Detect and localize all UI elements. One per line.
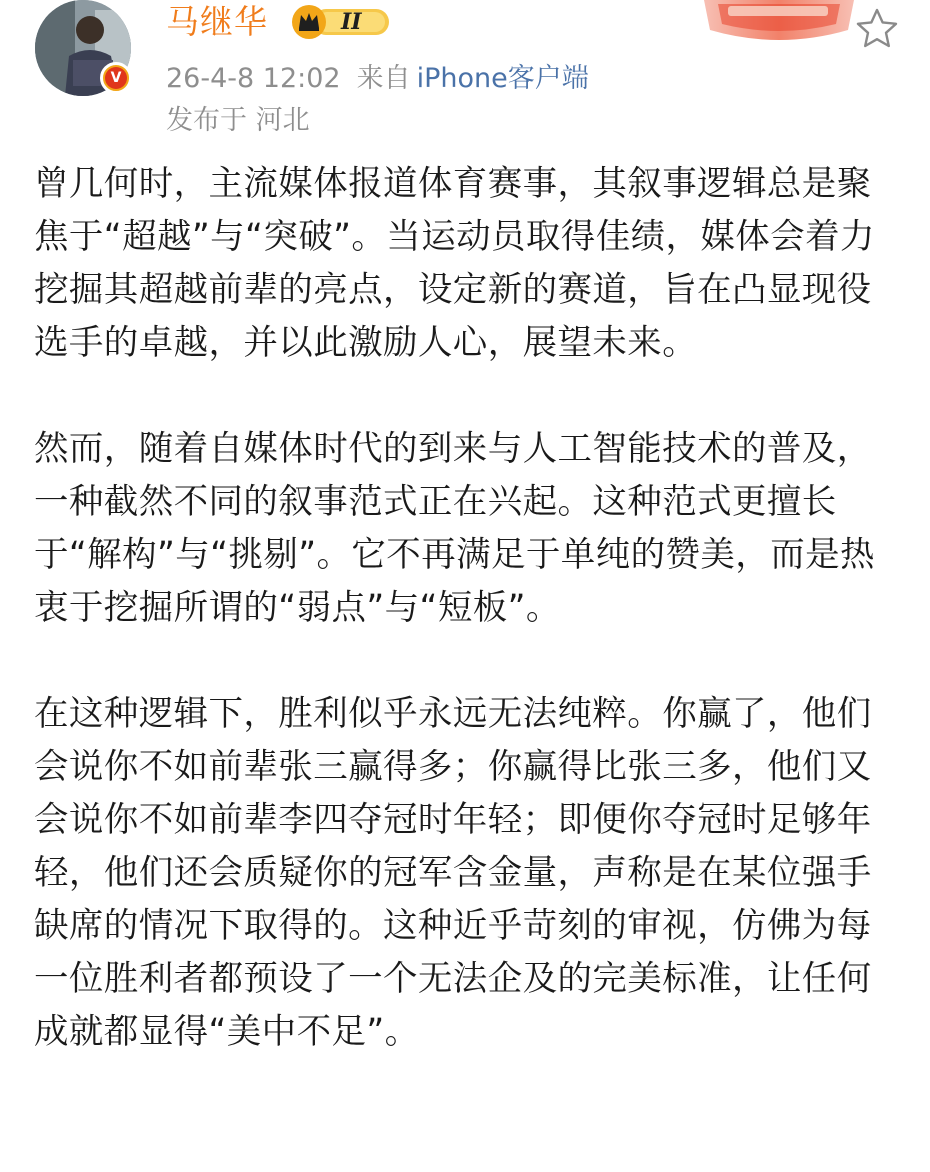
paragraph-spacer: [34, 370, 900, 423]
post-date: 26-4-8 12:02: [166, 63, 341, 94]
post-meta: [166, 62, 589, 96]
vip-level-label: II: [341, 9, 362, 35]
paragraph-spacer: [34, 635, 900, 688]
post-paragraph-3: 在这种逻辑下，胜利似乎永远无法纯粹。你赢了，他们会说你不如前辈张三赢得多；你赢得比张三多，他们又会说你不如前辈李四夺冠时年轻；即便你夺冠时足够年轻，他们还会质疑你的冠军含金量，声称是在某位强手缺席的情况下取得的。这种近乎苛刻的审视，仿佛为每一位胜利者都预设了一个无法企及的完美标准，让任何成就都显得“美中不足”。: [34, 694, 872, 1052]
post-header: [0, 0, 930, 145]
post-location: 发布于 河北: [166, 105, 310, 136]
post-paragraph-1: 曾几何时，主流媒体报道体育赛事，其叙事逻辑总是聚焦于“超越”与“突破”。当运动员取得佳绩，媒体会着力挖掘其超越前辈的亮点，设定新的赛道，旨在凸显现役选手的卓越，并以此激励人心，展望未来。: [34, 164, 875, 363]
source-prefix: 来自: [356, 63, 411, 94]
post-body: [34, 158, 900, 1059]
favorite-star-button[interactable]: [854, 6, 900, 52]
username[interactable]: 马继华: [166, 2, 268, 41]
vip-crown-badge[interactable]: [291, 4, 391, 40]
promo-banner[interactable]: [698, 0, 860, 48]
star-icon: [854, 6, 900, 52]
verified-mark: V: [105, 67, 127, 89]
verified-badge-icon: [100, 62, 132, 94]
post-paragraph-2: 然而，随着自媒体时代的到来与人工智能技术的普及，一种截然不同的叙事范式正在兴起。这种范式更擅长于“解构”与“挑剔”。它不再满足于单纯的赞美，而是热衷于挖掘所谓的“弱点”与“短板”。: [34, 429, 875, 628]
promo-banner-image: [698, 0, 860, 48]
source-client-link[interactable]: iPhone客户端: [416, 63, 589, 94]
